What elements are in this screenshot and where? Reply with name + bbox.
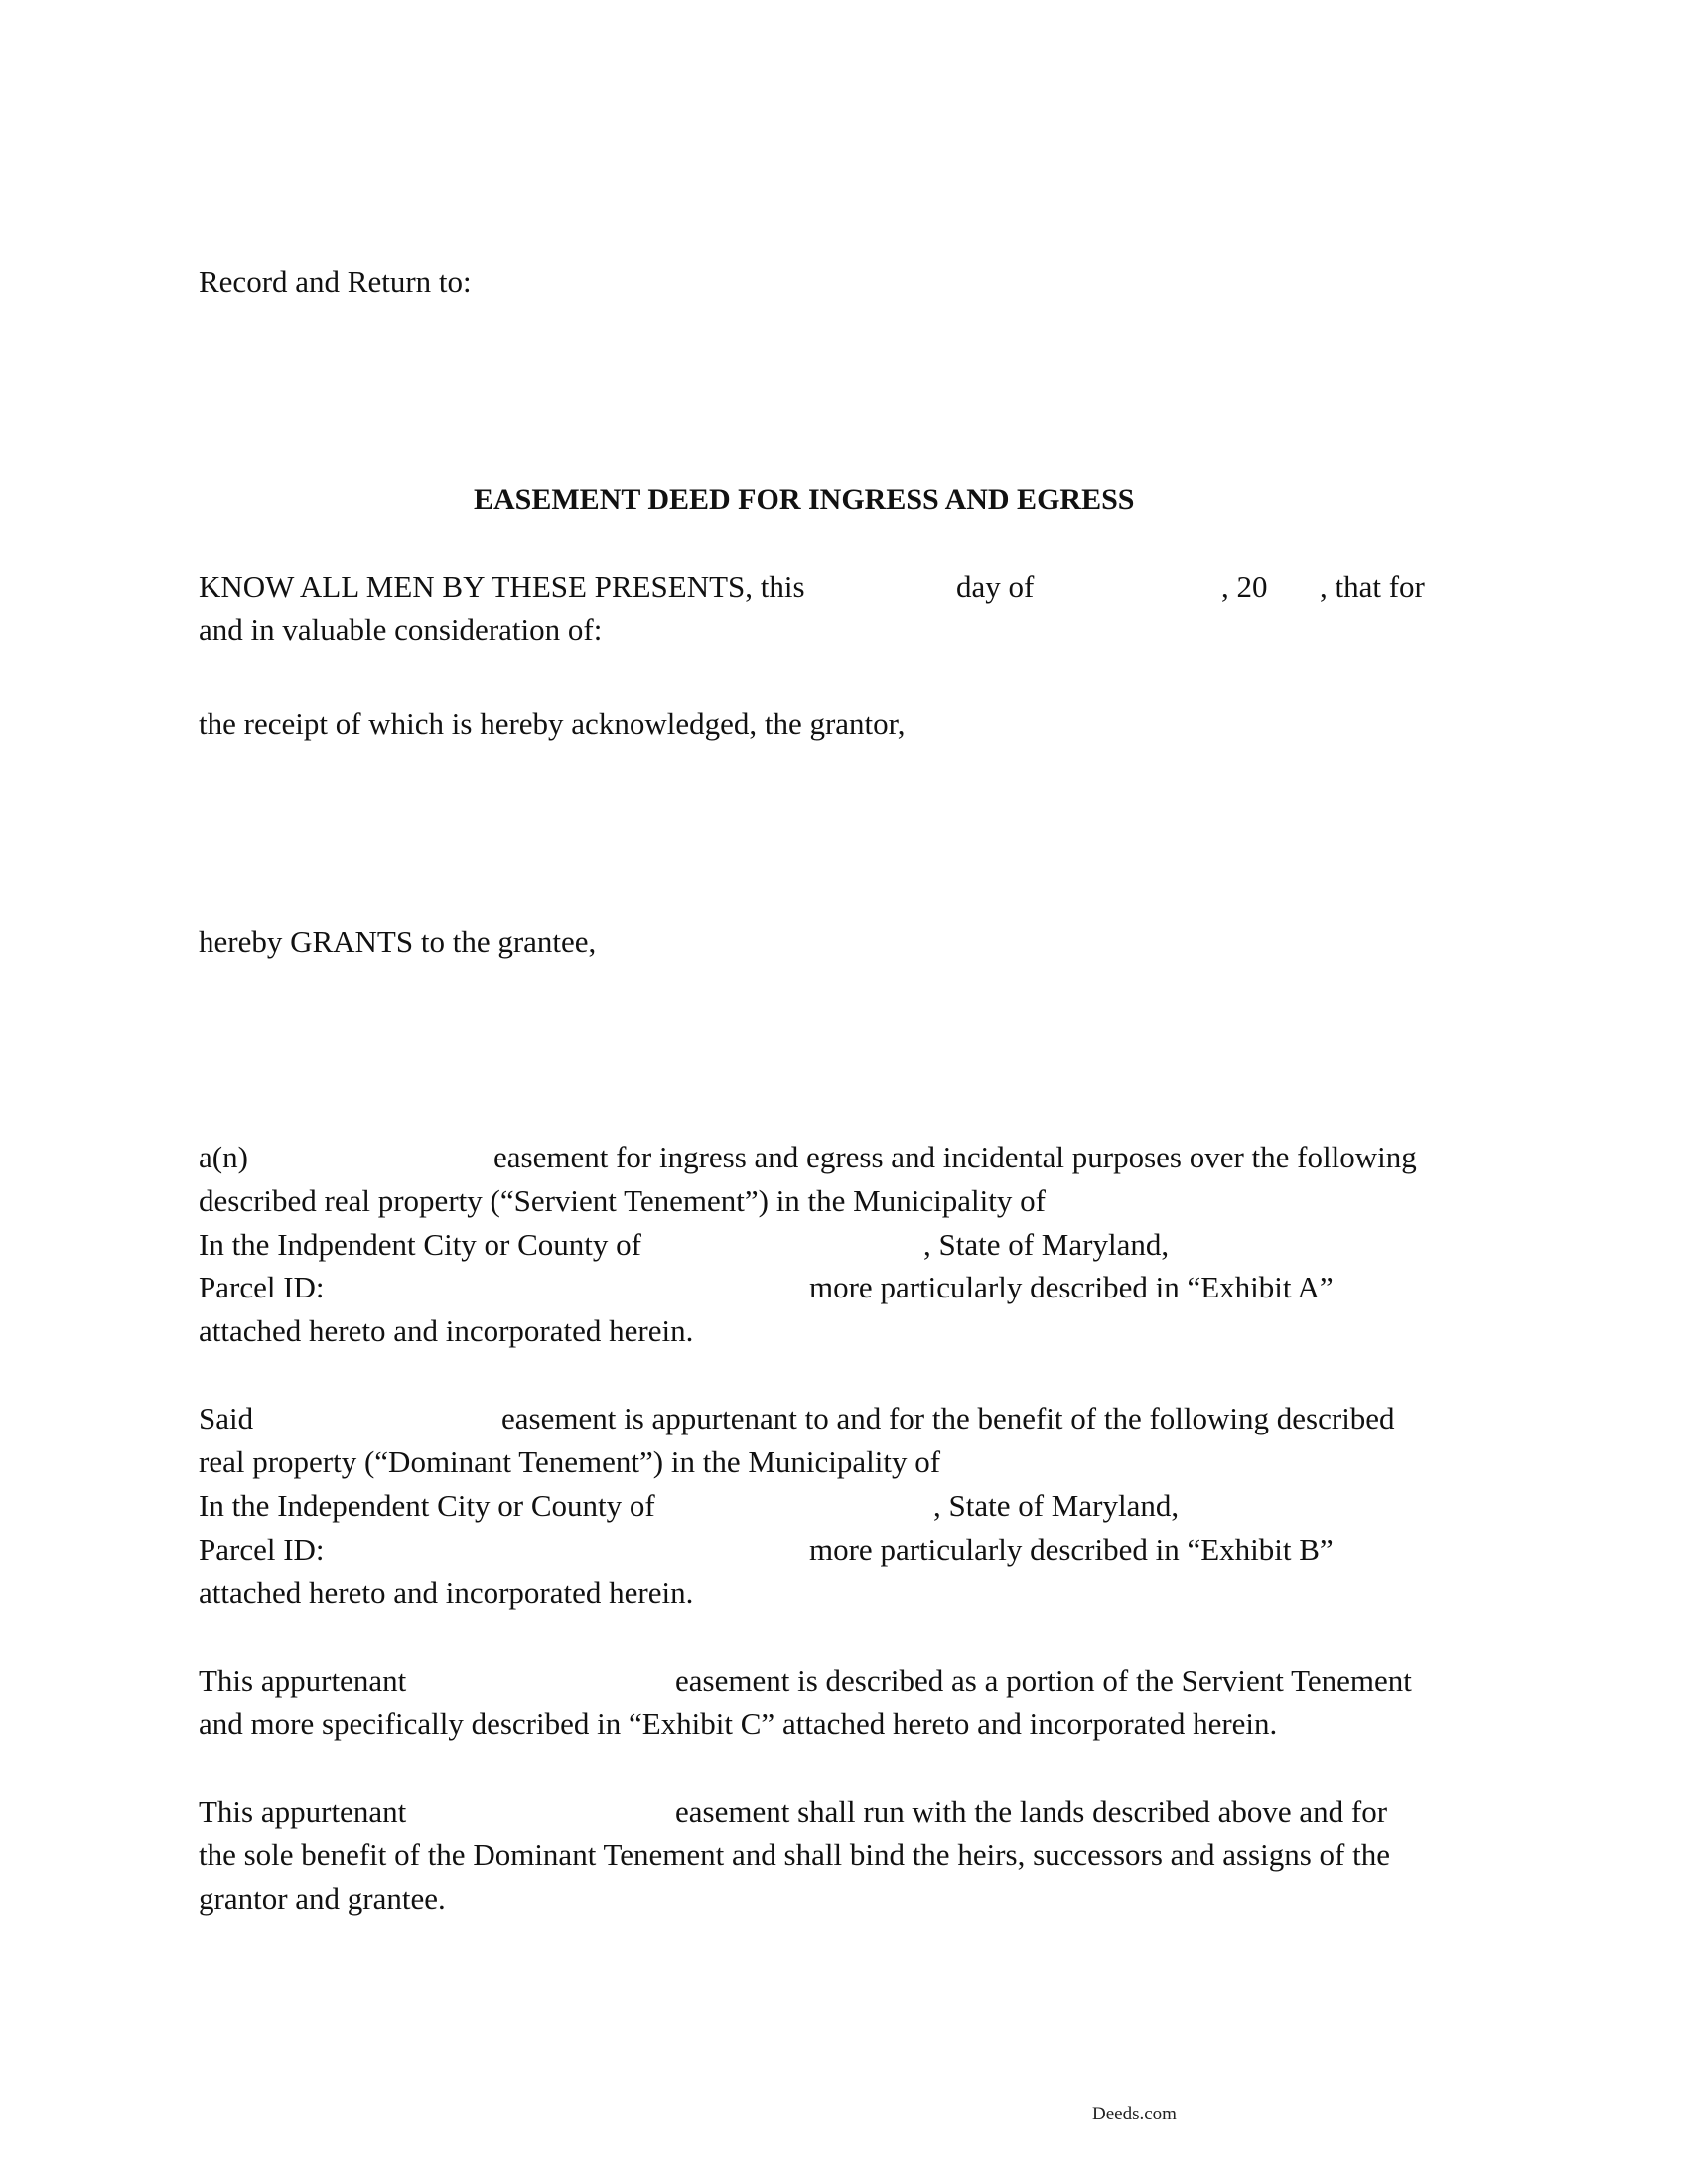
servient-a-n-text: a(n) — [199, 1140, 248, 1174]
dominant-line1-text: easement is appurtenant to and for the benefit of the following described — [501, 1401, 1395, 1435]
footer-deeds-com: Deeds.com — [1092, 2104, 1177, 2124]
grants-text: hereby GRANTS to the grantee, — [199, 924, 597, 959]
servient-exhibit-a-text: more particularly described in “Exhibit A” — [809, 1270, 1334, 1304]
servient-county-text: In the Indpendent City or County of — [199, 1227, 641, 1262]
dominant-county-text: In the Independent City or County of — [199, 1488, 655, 1523]
servient-line2-text: described real property (“Servient Tenement”) in the Municipality of — [199, 1183, 1046, 1218]
run-this-appurtenant-text: This appurtenant — [199, 1794, 407, 1829]
dominant-attached-text: attached hereto and incorporated herein. — [199, 1575, 694, 1610]
portion-exhibit-c-text: and more specifically described in “Exhibit C” attached hereto and incorporated herein. — [199, 1706, 1278, 1741]
servient-attached-text: attached hereto and incorporated herein. — [199, 1313, 694, 1348]
servient-state-text: , State of Maryland, — [923, 1227, 1170, 1262]
record-and-return-label: Record and Return to: — [199, 264, 472, 299]
dominant-parcel-label: Parcel ID: — [199, 1532, 325, 1567]
intro-consideration-text: and in valuable consideration of: — [199, 613, 603, 647]
document-title: EASEMENT DEED FOR INGRESS AND EGRESS — [474, 483, 1135, 516]
run-line3-text: grantor and grantee. — [199, 1881, 446, 1916]
dominant-state-text: , State of Maryland, — [933, 1488, 1180, 1523]
intro-know-all-text: KNOW ALL MEN BY THESE PRESENTS, this — [199, 569, 805, 604]
dominant-exhibit-b-text: more particularly described in “Exhibit B” — [809, 1532, 1334, 1567]
run-line1-text: easement shall run with the lands described above and for — [675, 1794, 1388, 1829]
receipt-text: the receipt of which is hereby acknowledged, the grantor, — [199, 706, 906, 741]
intro-year-prefix: , 20 — [1221, 569, 1268, 604]
run-line2-text: the sole benefit of the Dominant Tenement and shall bind the heirs, successors and assigns of the — [199, 1838, 1390, 1872]
servient-line1-text: easement for ingress and egress and incidental purposes over the following — [493, 1140, 1417, 1174]
dominant-line2-text: real property (“Dominant Tenement”) in the Municipality of — [199, 1444, 941, 1479]
dominant-said-text: Said — [199, 1401, 254, 1435]
servient-parcel-label: Parcel ID: — [199, 1270, 325, 1304]
intro-day-of-text: day of — [956, 569, 1035, 604]
portion-line1-text: easement is described as a portion of the Servient Tenement — [675, 1663, 1412, 1698]
intro-that-for-text: , that for — [1320, 569, 1425, 604]
portion-this-appurtenant-text: This appurtenant — [199, 1663, 407, 1698]
